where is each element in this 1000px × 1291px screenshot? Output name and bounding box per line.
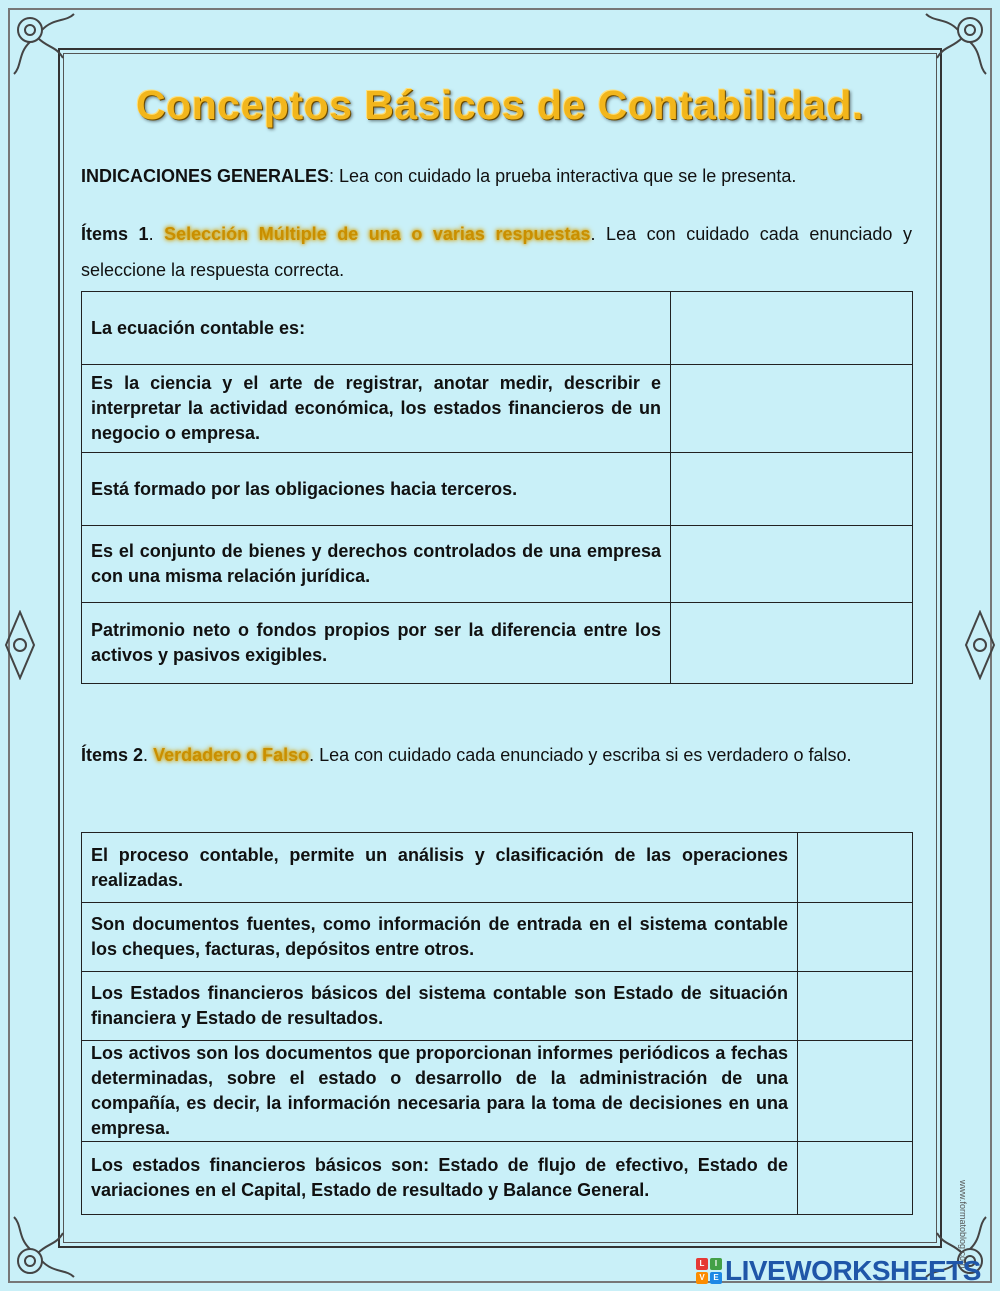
side-ornament-right-icon: [960, 610, 1000, 680]
items2-text: . Lea con cuidado cada enunciado y escriba si es verdadero o falso.: [309, 745, 852, 765]
side-credit-text: www.formatoblog.com: [958, 1180, 968, 1269]
question-text: Es el conjunto de bienes y derechos controlados de una empresa con una misma relación jurídica.: [82, 526, 671, 603]
answer-cell[interactable]: [671, 526, 913, 603]
items2-highlight: Verdadero o Falso: [153, 745, 310, 765]
items2-instructions: [81, 737, 912, 773]
table-row: [82, 903, 913, 972]
logo-letter: I: [710, 1258, 722, 1270]
answer-cell[interactable]: [671, 365, 913, 453]
table-row: [82, 365, 913, 453]
general-instructions: [81, 158, 912, 194]
table-row: [82, 1142, 913, 1215]
answer-cell[interactable]: [671, 453, 913, 526]
table-row: [82, 833, 913, 903]
table-row: [82, 526, 913, 603]
question-text: Los activos son los documentos que proporcionan informes periódicos a fechas determinadas, sobre el estado o desarrollo de la administración de una compañía, es decir, la información necesaria para la toma de decisiones en una empresa.: [82, 1041, 798, 1142]
items1-separator: .: [148, 224, 165, 244]
question-text: Está formado por las obligaciones hacia terceros.: [82, 453, 671, 526]
answer-cell[interactable]: [671, 603, 913, 684]
items1-instructions: [81, 216, 912, 288]
logo-blocks-icon: [696, 1258, 722, 1284]
question-text: La ecuación contable es:: [82, 292, 671, 365]
items1-label: Ítems 1: [81, 224, 149, 244]
question-text: Patrimonio neto o fondos propios por ser la diferencia entre los activos y pasivos exigibles.: [82, 603, 671, 684]
answer-cell[interactable]: [798, 972, 913, 1041]
items1-text: . Lea con cuidado cada enunciado y seleccione la respuesta correcta.: [81, 224, 912, 280]
question-text: Los Estados financieros básicos del sistema contable son Estado de situación financiera y Estado de resultados.: [82, 972, 798, 1041]
logo-letter: E: [710, 1272, 722, 1284]
table-row: [82, 972, 913, 1041]
liveworksheets-logo[interactable]: [696, 1255, 981, 1287]
general-instructions-label: INDICACIONES GENERALES: [81, 166, 330, 186]
question-text: Los estados financieros básicos son: Estado de flujo de efectivo, Estado de variaciones en el Capital, Estado de resultado y Balance General.: [82, 1142, 798, 1215]
answer-cell[interactable]: [798, 1041, 913, 1142]
side-ornament-left-icon: [0, 610, 40, 680]
items1-table: [81, 291, 913, 684]
items2-separator: .: [143, 745, 154, 765]
items2-table: [81, 832, 913, 1215]
page-title: Conceptos Básicos de Contabilidad.: [136, 82, 864, 128]
answer-cell[interactable]: [671, 292, 913, 365]
table-row: [82, 603, 913, 684]
corner-ornament-top-right-icon: [922, 8, 992, 78]
logo-text: LIVEWORKSHEETS: [725, 1255, 981, 1286]
corner-ornament-top-left-icon: [8, 8, 78, 78]
table-row: [82, 453, 913, 526]
items1-highlight: Selección Múltiple de una o varias respuestas: [164, 224, 591, 244]
answer-cell[interactable]: [798, 833, 913, 903]
table-row: [82, 292, 913, 365]
corner-ornament-bottom-left-icon: [8, 1213, 78, 1283]
general-instructions-text: : Lea con cuidado la prueba interactiva que se le presenta.: [329, 166, 797, 186]
answer-cell[interactable]: [798, 903, 913, 972]
items2-label: Ítems 2: [81, 745, 144, 765]
answer-cell[interactable]: [798, 1142, 913, 1215]
logo-letter: L: [696, 1258, 708, 1270]
question-text: Es la ciencia y el arte de registrar, anotar medir, describir e interpretar la actividad económica, los estados financieros de un negocio o empresa.: [82, 365, 671, 453]
table-row: [82, 1041, 913, 1142]
logo-letter: V: [696, 1272, 708, 1284]
question-text: El proceso contable, permite un análisis y clasificación de las operaciones realizadas.: [82, 833, 798, 903]
question-text: Son documentos fuentes, como información de entrada en el sistema contable los cheques, facturas, depósitos entre otros.: [82, 903, 798, 972]
